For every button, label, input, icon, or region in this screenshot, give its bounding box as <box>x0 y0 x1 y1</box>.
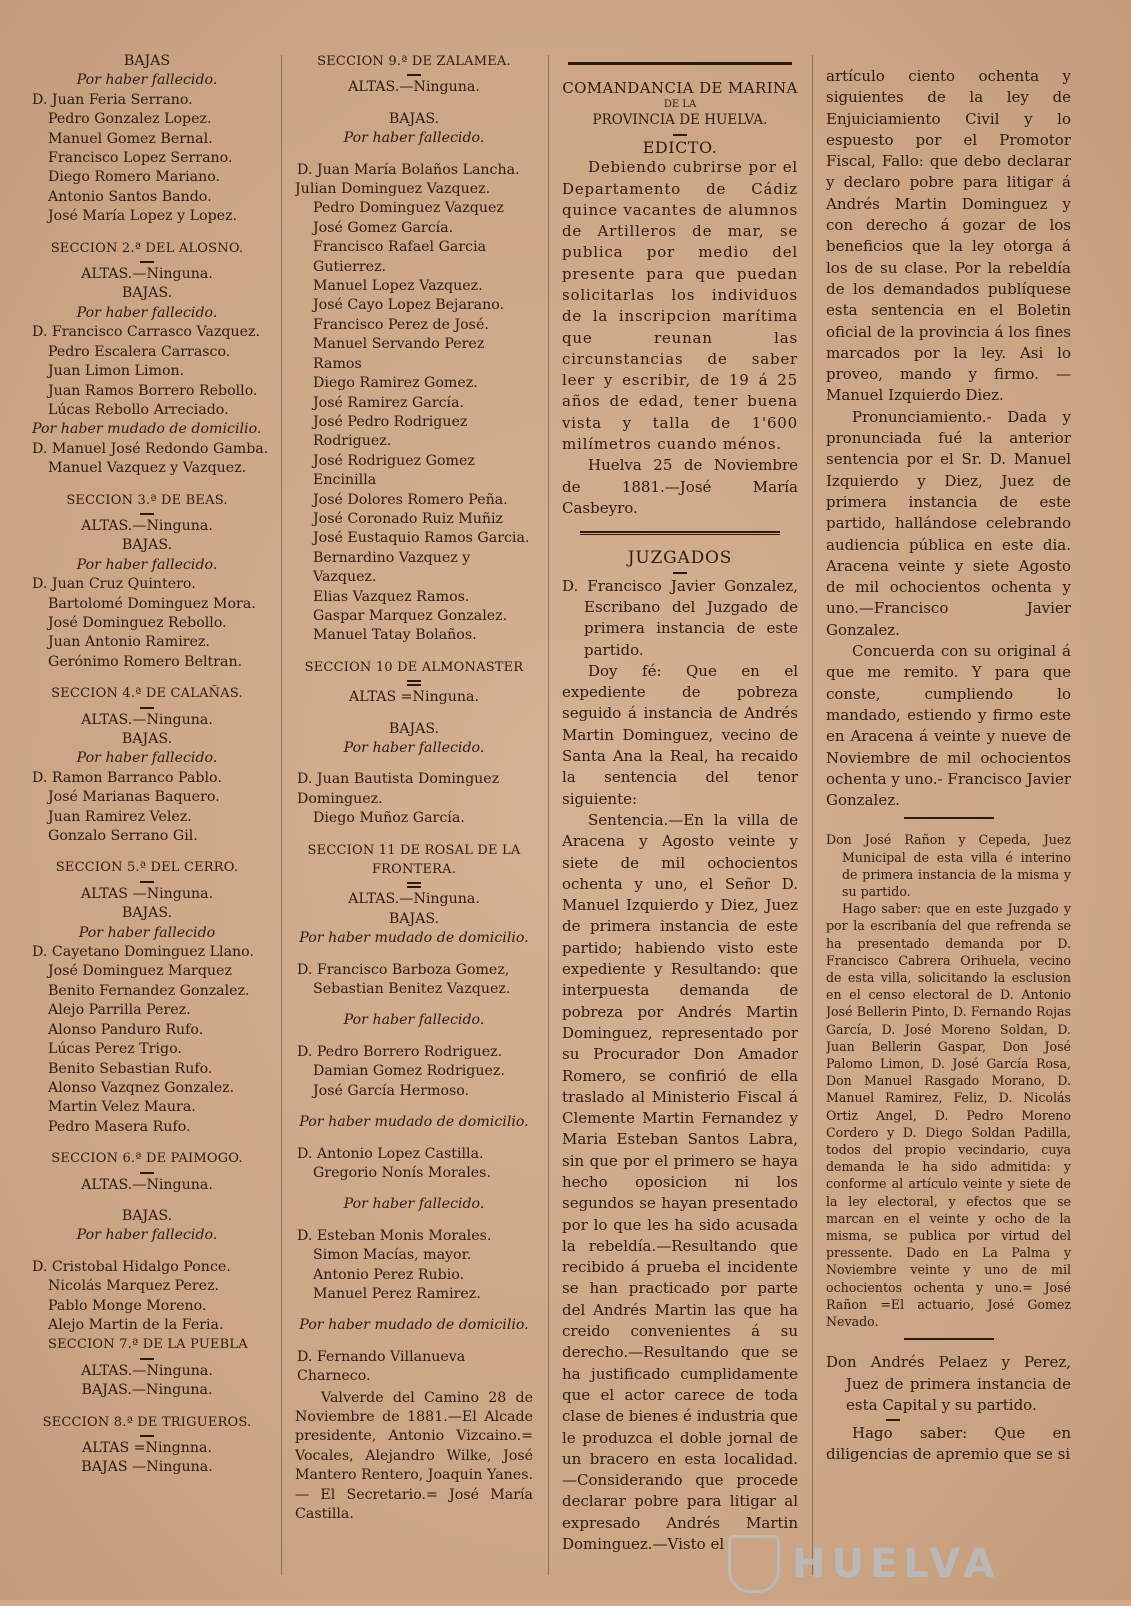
bajas-subheading: Por haber mudado de domicilio. <box>299 1317 529 1334</box>
list-item: Francisco Rafael Garcia Gutierrez. <box>313 239 487 275</box>
ranon-text: Hago saber: que en este Juzgado y por la escribanía del que refrenda se ha presentado demanda por D. Francisco Cabrera Orihuela, vecino de esta villa, solicitando la esclusion en el censo electoral de D. Antonio José Bellerin Pinto, D. Fernando Rojas García, D. José Moreno Soldan, D. Juan Bellerin Gaspar, Don José Palomo Limon, D. José García Rosa, Don Manuel Rasgado Morano, D. Manuel Ramirez, Feliz, D. Nicolás Ortiz Angel, D. Pedro Moreno Cordero y D. Diego Soldan Padilla, todos del propio vecindario, cuya demanda le ha sido admitida: y conforme al artículo veinte y siete de la ley electoral, y efectos que se marcan en el veinte y ocho de la misma, se publica por virtud del pressente. Dado en La Palma y Noviembre veinte y uno de mil ochocientos ochenta y uno.= José Rañon =El actuario, José Gomez Nevado. <box>826 901 1071 1330</box>
watermark <box>728 1535 1068 1593</box>
list-item: José Dominguez Marquez <box>48 963 232 980</box>
sentence-continued: artículo ciento ochenta y siguientes de la ley de Enjuiciamiento Civil y lo espuesto por el Promotor Fiscal, Fallo: que debo declarar y declaro pobre para litigar á Andrés Martin Dominguez y con derecho á gozar de los beneficios que la ley otorga á los de su clase. Por la rebeldía de los demandados publíquese esta sentencia en el Boletin oficial de la provincia á los fines marcados por la ley. Asi lo proveo, mando y firmo. — Manuel Izquierdo Diez. <box>826 67 1071 405</box>
bajas-subheading: Por haber fallecido. <box>343 1012 485 1029</box>
list-item: José García Hermoso. <box>313 1082 470 1099</box>
column-rule-1 <box>281 55 282 1575</box>
list-item: D. Juan Feria Serrano. <box>32 91 193 108</box>
altas-line: ALTAS.—Ninguna. <box>81 1176 213 1193</box>
bajas-subheading: Por haber mudado de domicilio. <box>32 421 262 438</box>
edicto-title: EDICTO. <box>642 137 718 157</box>
altas-line: ALTAS =Ninguna. <box>349 689 479 706</box>
section-title: SECCION 4.ª DE CALAÑAS. <box>51 686 243 702</box>
altas-line: ALTAS.—Ninguna. <box>81 517 213 534</box>
list-item: D. Juan Bautista Dominguez Dominguez. <box>297 771 500 807</box>
pronunciamiento-text: Pronunciamiento.- Dada y pronunciada fué la anterior sentencia por el Sr. D. Manuel Izquierdo y Diez, Juez de primera instancia de este partido, hallándose celebrando audiencia pública en este dia. Aracena veinte y siete Agosto de mil ochocientos ochenta y uno.—Francisco Javier Gonzalez. <box>826 407 1071 639</box>
bajas-subheading: Por haber fallecido. <box>343 740 485 756</box>
column-3 <box>562 52 798 1592</box>
list-item: Diego Ramirez Gomez. <box>313 375 478 392</box>
list-item: Manuel Tatay Bolaños. <box>313 627 477 644</box>
list-item: Benito Fernandez Gonzalez. <box>48 982 250 999</box>
bajas-subheading: Por haber mudado de domicilio. <box>299 1114 529 1131</box>
pelaez-heading: Don Andrés Pelaez y Perez, Juez de primera instancia de esta Capital y su partido. <box>826 1353 1071 1414</box>
edicto-signature: Huelva 25 de Noviembre de 1881.—José María Casbeyro. <box>562 456 798 517</box>
list-item: Alejo Parrilla Perez. <box>48 1002 191 1019</box>
list-item: Pablo Monge Moreno. <box>48 1297 207 1314</box>
bajas-heading: BAJAS <box>123 53 171 69</box>
bajas-subheading: Por haber fallecido. <box>76 72 218 89</box>
juzgados-intro: D. Francisco Javier Gonzalez, Escribano del Juzgado de primera instancia de este partido. <box>562 576 798 659</box>
list-item: D. Francisco Barboza Gomez, <box>297 961 510 978</box>
list-item: Juan Ramos Borrero Rebollo. <box>48 382 258 399</box>
section-title: SECCION 5.ª DEL CERRO. <box>55 860 239 876</box>
list-item: Simon Macías, mayor. <box>313 1247 472 1264</box>
section-title: SECCION 10 DE ALMONASTER <box>304 659 524 675</box>
comandancia-title: COMANDANCIA DE MARINA <box>562 79 798 97</box>
list-item: Gonzalo Serrano Gil. <box>48 828 198 845</box>
altas-line: ALTAS.—Ninguna. <box>81 1362 213 1379</box>
list-item: José Dolores Romero Peña. <box>313 491 508 508</box>
list-item: José Marianas Baquero. <box>48 789 220 806</box>
list-item: José Coronado Ruiz Muñiz <box>313 510 504 527</box>
list-item: Bartolomé Dominguez Mora. <box>48 595 256 612</box>
edicto-text: Debiendo cubrirse por el Departamento de Cádiz quince vacantes de alumnos de Artilleros de mar, se publica por medio del presente para que puedan solicitarlas los individuos de la inscripcion marítima que reunan las circunstancias de saber leer y escribir, de 19 á 25 años de edad, tener buena vista y talla de 1'600 milímetros cuando ménos. <box>562 158 798 454</box>
list-item: José Rodriguez Gomez Encinilla <box>313 452 475 489</box>
juzgados-title: JUZGADOS <box>627 548 733 569</box>
bajas-heading: BAJAS. <box>121 285 173 302</box>
list-item: José María Lopez y Lopez. <box>48 208 238 225</box>
comandancia-de-la: DE LA <box>663 99 697 111</box>
section-rule <box>904 817 994 819</box>
list-item: Alejo Martin de la Feria. <box>48 1316 224 1333</box>
list-item: Damian Gomez Rodriguez. <box>313 1063 505 1080</box>
column-2 <box>295 52 533 1592</box>
list-item: Pedro Gonzalez Lopez. <box>48 111 212 128</box>
top-rule <box>568 62 792 65</box>
list-item: Elias Vazquez Ramos. <box>313 588 470 605</box>
list-item: José Cayo Lopez Bejarano. <box>313 297 505 314</box>
altas-line: ALTAS =Ningnna. <box>82 1440 212 1456</box>
ranon-heading: Don José Rañon y Cepeda, Juez Municipal de esta villa é interino de primera instancia de la misma y su partido. <box>826 832 1071 899</box>
list-item: Juan Antonio Ramirez. <box>48 634 210 651</box>
bajas-subheading: Por haber fallecido. <box>343 130 485 147</box>
column-1 <box>22 52 272 1592</box>
bajas-heading: BAJAS. <box>388 110 440 127</box>
column-rule-3 <box>812 55 813 1575</box>
list-item: Gerónimo Romero Beltran. <box>48 653 243 670</box>
column-rule-2 <box>548 55 549 1575</box>
section-title: SECCION 6.ª DE PAIMOGO. <box>51 1151 243 1167</box>
list-item: José Dominguez Rebollo. <box>48 614 227 631</box>
list-item: Gaspar Marquez Gonzalez. <box>313 607 508 624</box>
list-item: Manuel Lopez Vazquez. <box>313 278 483 295</box>
name-list <box>295 161 533 646</box>
list-item: D. Juan Cruz Quintero. <box>32 576 196 593</box>
section-title: SECCION 9.ª DE ZALAMEA. <box>317 54 511 69</box>
list-item: Bernardino Vazquez y Vazquez. <box>313 549 471 586</box>
list-item: D. Juan María Bolaños Lancha. <box>297 161 520 178</box>
list-item: Pedro Dominguez Vazquez <box>313 200 504 217</box>
section-title: SECCION 3.ª DE BEAS. <box>66 492 228 508</box>
list-item: D. Cristobal Hidalgo Ponce. <box>32 1258 231 1275</box>
section-title: SECCION 11 DE ROSAL DE LA FRONTERA. <box>307 842 521 878</box>
section-rule <box>580 531 780 535</box>
sentence-text: Sentencia.—En la villa de Aracena y Agosto veinte y siete de mil ochocientos ochenta y uno, el Señor D. Manuel Izquierdo y Diez, Juez de primera instancia de este partido; habiendo visto este expediente y Resultando: que interpuesta demanda de pobreza por Andrés Martin Dominguez, representado por su Procurador Don Amador Romero, se confirió de ella traslado al Ministerio Fiscal á Clemente Martin Fernandez y Maria Esteban Santos Labra, sin que por el primero se haya hecho oposicion ni los segundos se hayan presentado por lo que les ha sido acusada la rebeldía.—Resultando que recibido á prueba el incidente se han practicado por parte del Andrés Martin las que ha creido convenientes á su derecho.—Resultando que se ha justificado cumplidamente que el actor carece de toda clase de bienes é industria que le produzca el doble jornal de un bracero en esta localidad.—Considerando que procede declarar pobre para litigar al expresado Andrés Martin Dominguez.—Visto el <box>562 810 798 1554</box>
concuerda-text: Concuerda con su original á que me remito. Y para que conste, cumpliendo lo mandado, estiendo y firmo este en Aracena á veinte y nueve de Noviembre de mil ochocientos ochenta y uno.- Francisco Javier Gonzalez. <box>826 642 1071 810</box>
list-item: Antonio Perez Rubio. <box>313 1266 465 1283</box>
bajas-subheading: Por haber fallecido. <box>76 1227 218 1244</box>
altas-line: ALTAS.—Ninguna. <box>348 891 480 908</box>
bajas-subheading: Por haber fallecido <box>78 924 216 941</box>
list-item: Manuel Gomez Bernal. <box>48 130 213 147</box>
bajas-subheading: Por haber fallecido. <box>76 556 218 573</box>
list-item: D. Cayetano Dominguez Llano. <box>32 944 254 961</box>
list-item: Francisco Perez de José. <box>313 316 489 333</box>
pelaez-text: Hago saber: Que en diligencias de apremio que se si <box>826 1424 1071 1464</box>
list-item: D. Antonio Lopez Castilla. <box>297 1145 484 1162</box>
list-item: D. Pedro Borrero Rodriguez. <box>297 1043 503 1060</box>
list-item: D. Francisco Carrasco Vazquez. <box>32 324 260 341</box>
list-item: Lúcas Rebollo Arreciado. <box>48 401 229 418</box>
watermark-text: HUELVA <box>792 1541 1001 1587</box>
bajas-line: BAJAS —Ninguna. <box>81 1459 213 1476</box>
list-item: José Pedro Rodriguez Rodriguez. <box>313 413 468 450</box>
section-title: SECCION 8.ª DE TRIGUEROS. <box>42 1414 252 1430</box>
list-item: José Gomez García. <box>313 219 454 236</box>
bajas-heading: BAJAS. <box>388 910 440 927</box>
list-item: Martin Velez Maura. <box>48 1099 196 1116</box>
list-item: Julian Dominguez Vazquez. <box>295 181 491 198</box>
closing-paragraph: Valverde del Camino 28 de Noviembre de 1881.—El Alcade presidente, Antonio Vizcaino.= Vocales, Alejandro Wilke, José Mantero Rentero, Joaquin Yanes. — El Secretario.= José María Castilla. <box>295 1389 533 1522</box>
bajas-heading: BAJAS. <box>388 720 440 737</box>
list-item: Diego Muñoz García. <box>313 810 465 827</box>
bajas-subheading: Por haber mudado de domicilio. <box>299 930 529 947</box>
bajas-line: BAJAS.—Ninguna. <box>81 1382 213 1399</box>
bajas-subheading: Por haber fallecido. <box>343 1196 485 1213</box>
column-4 <box>826 66 1071 1606</box>
altas-line: ALTAS.—Ninguna. <box>81 711 213 728</box>
list-item: Nicolás Marquez Perez. <box>48 1278 220 1295</box>
list-item: José Ramirez García. <box>313 394 465 411</box>
list-item: D. Manuel José Redondo Gamba. <box>32 440 269 457</box>
altas-line: ALTAS.—Ninguna. <box>81 266 213 283</box>
watermark-seal-icon <box>728 1535 780 1593</box>
list-item: Alonso Panduro Rufo. <box>48 1021 204 1038</box>
list-item: D. Esteban Monis Morales. <box>297 1227 492 1244</box>
list-item: Manuel Perez Ramirez. <box>313 1285 481 1302</box>
juzgados-text: Doy fé: Que en el expediente de pobreza seguido á instancia de Andrés Martin Dominguez, vecino de Santa Ana la Real, ha recaido la sentencia del tenor siguiente: <box>562 661 798 808</box>
name-list <box>22 91 272 227</box>
comandancia-province: PROVINCIA DE HUELVA. <box>592 112 768 129</box>
list-item: Manuel Vazquez y Vazquez. <box>48 460 247 477</box>
list-item: Alonso Vazqnez Gonzalez. <box>48 1079 235 1096</box>
list-item: José Eustaquio Ramos Garcia. <box>313 530 530 547</box>
bajas-heading: BAJAS. <box>121 537 173 554</box>
altas-line: ALTAS —Ninguna. <box>80 885 214 902</box>
list-item: D. Fernando Villanueva Charneco. <box>297 1348 466 1385</box>
bajas-heading: BAJAS. <box>121 731 173 747</box>
list-item: Pedro Masera Rufo. <box>48 1118 191 1135</box>
list-item: Juan Limon Limon. <box>48 363 185 380</box>
list-item: Manuel Servando Perez Ramos <box>313 336 485 372</box>
list-item: Pedro Escalera Carrasco. <box>48 343 231 360</box>
list-item: Sebastian Benitez Vazquez. <box>313 981 511 998</box>
bajas-heading: BAJAS. <box>121 905 173 922</box>
section-title: SECCION 2.ª DEL ALOSNO. <box>50 240 244 256</box>
bajas-subheading: Por haber fallecido. <box>76 750 218 767</box>
list-item: Francisco Lopez Serrano. <box>48 150 233 167</box>
section-rule <box>904 1338 994 1340</box>
list-item: Antonio Santos Bando. <box>48 188 212 205</box>
list-item: Diego Romero Mariano. <box>48 169 221 186</box>
list-item: Gregorio Nonís Morales. <box>313 1164 491 1181</box>
bajas-heading: BAJAS. <box>121 1207 173 1224</box>
altas-line: ALTAS.—Ninguna. <box>348 79 480 96</box>
list-item: D. Ramon Barranco Pablo. <box>32 769 222 786</box>
section-title: SECCION 7.ª DE LA PUEBLA <box>48 1337 248 1353</box>
bajas-subheading: Por haber fallecido. <box>76 304 218 321</box>
list-item: Lúcas Perez Trigo. <box>48 1041 182 1058</box>
list-item: Benito Sebastian Rufo. <box>48 1060 213 1077</box>
list-item: Juan Ramirez Velez. <box>48 808 192 825</box>
